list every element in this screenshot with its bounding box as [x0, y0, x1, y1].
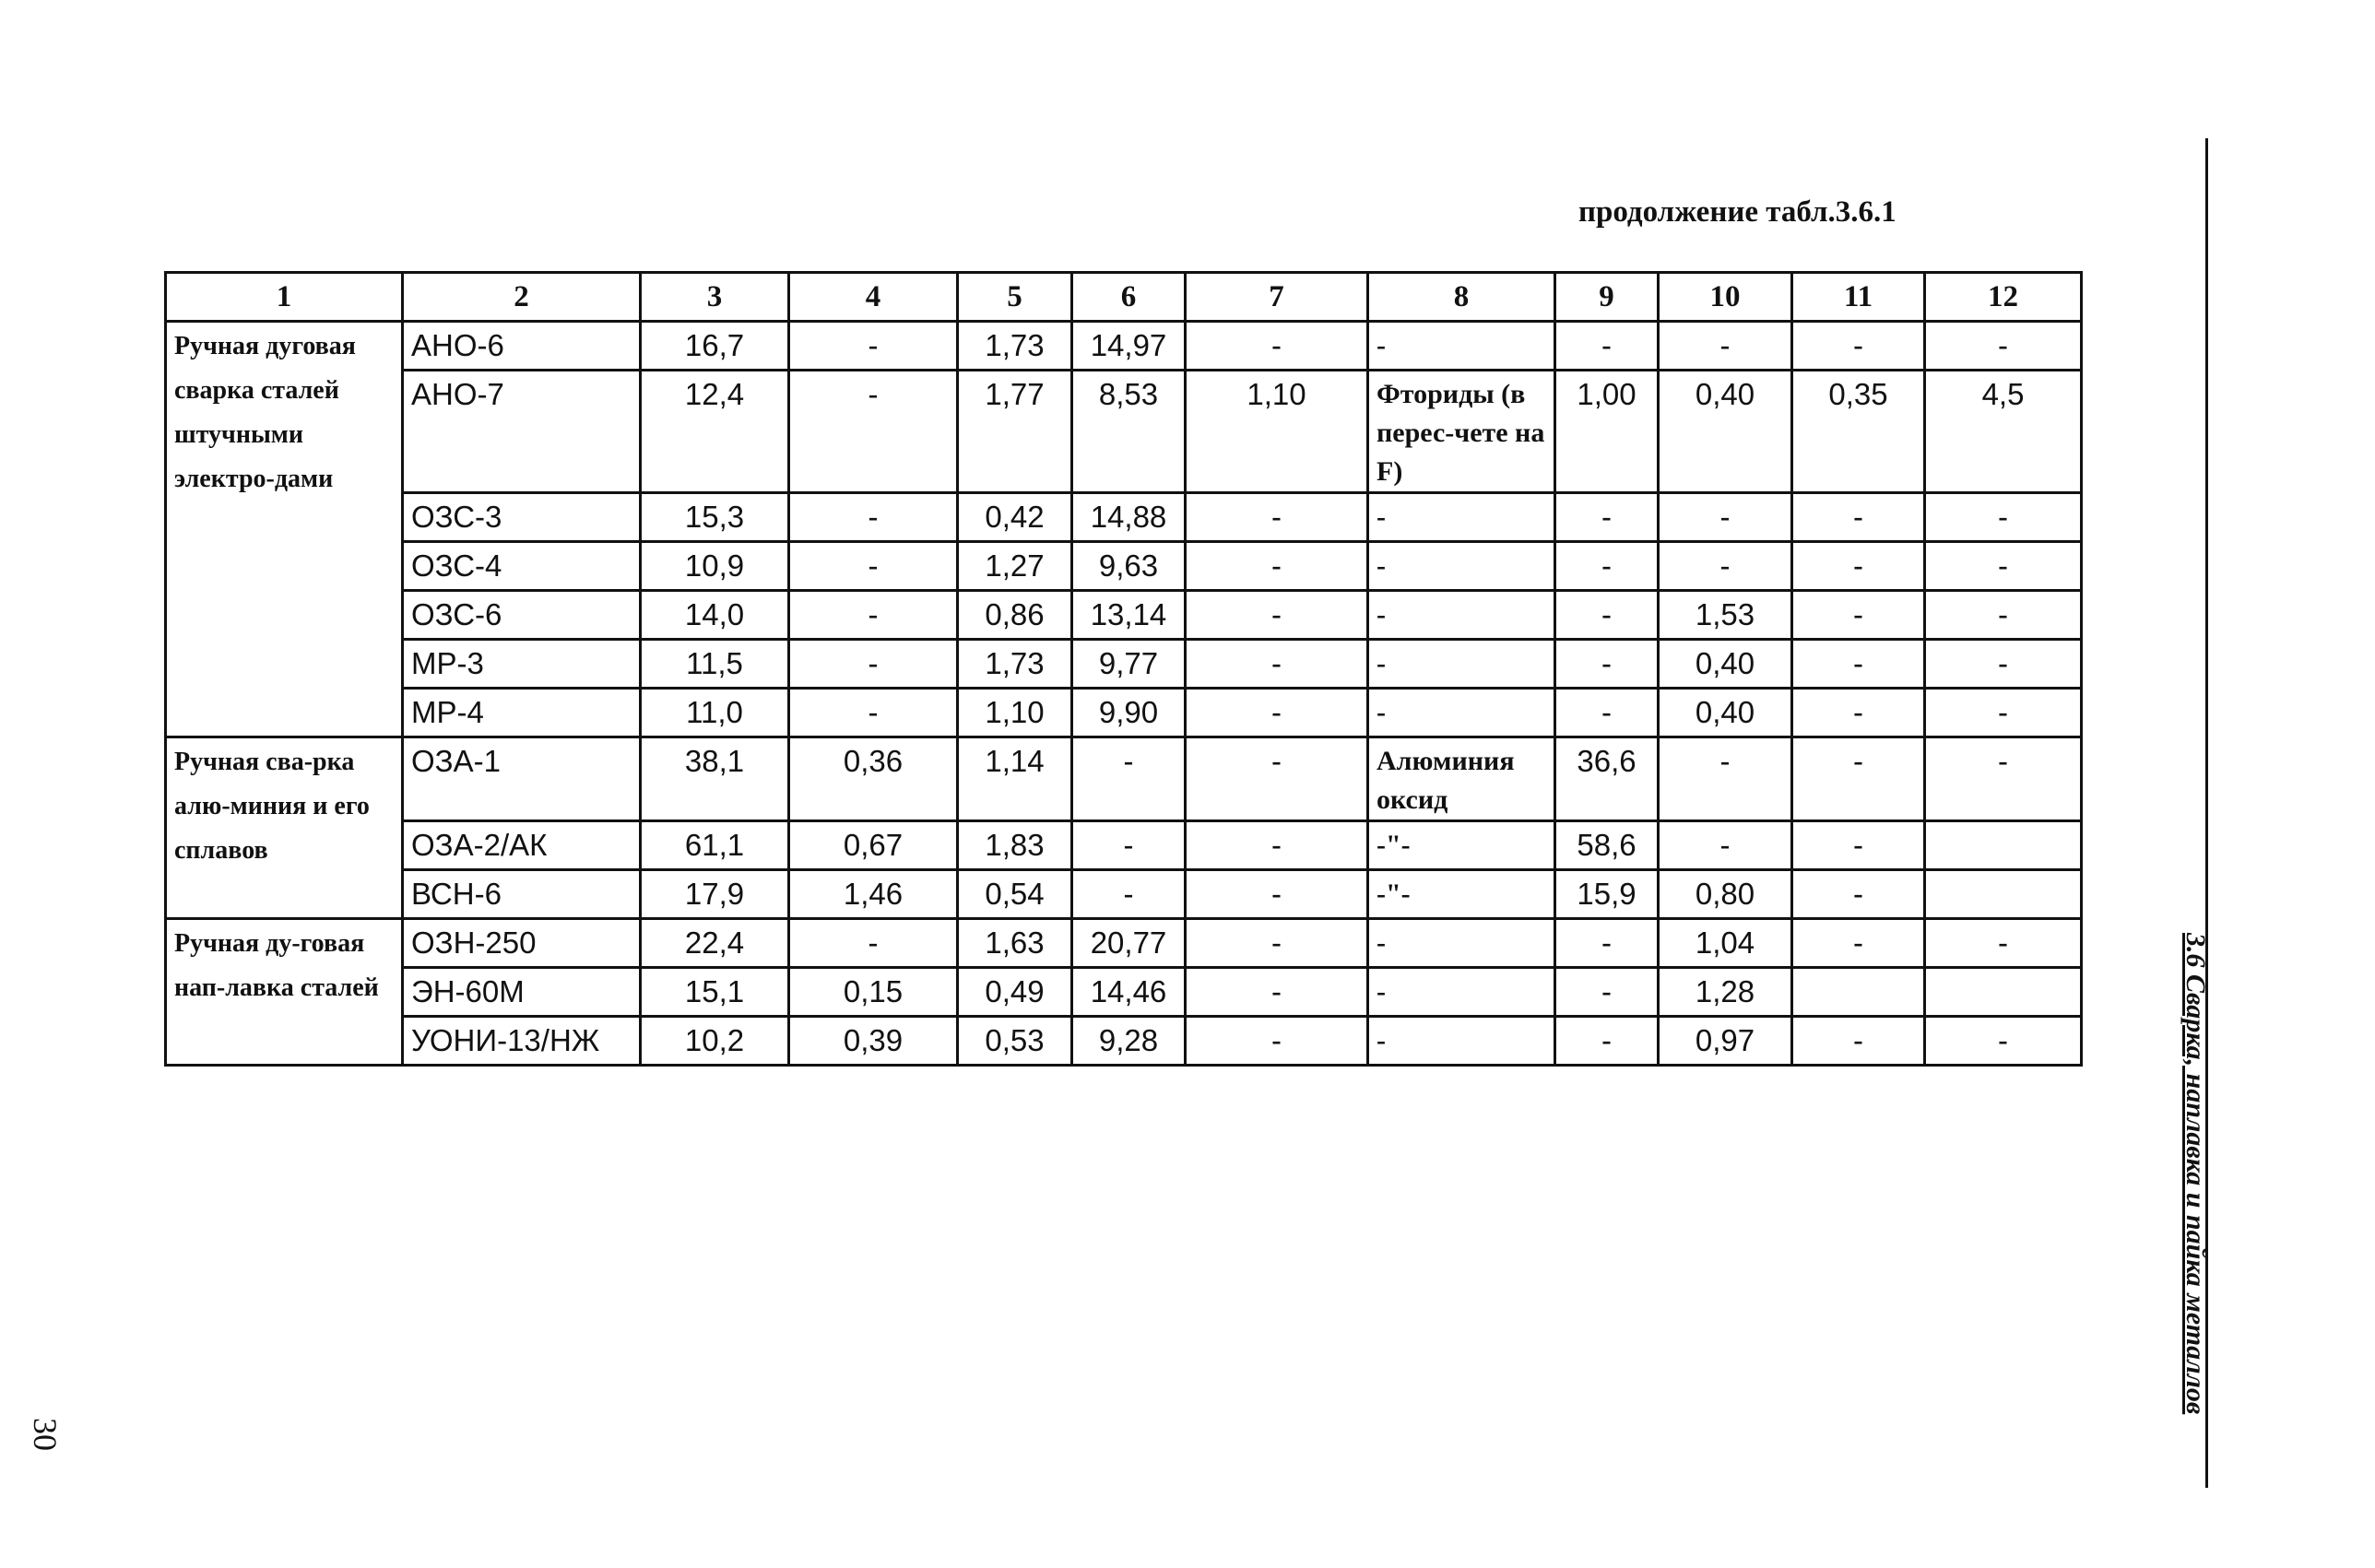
- value-cell: 9,90: [1072, 689, 1186, 737]
- column-header: 7: [1186, 273, 1368, 322]
- value-cell: -: [1659, 821, 1792, 870]
- page-number: 30: [27, 1418, 64, 1451]
- value-cell: 15,1: [641, 968, 789, 1017]
- value-cell: -: [789, 322, 958, 371]
- electrode-cell: ОЗС-6: [403, 591, 641, 640]
- column-header: 11: [1792, 273, 1925, 322]
- value-cell: -: [1792, 591, 1925, 640]
- value-cell: 1,28: [1659, 968, 1792, 1017]
- value-cell: 0,53: [958, 1017, 1072, 1066]
- value-cell: 1,27: [958, 542, 1072, 591]
- value-cell: -: [789, 689, 958, 737]
- value-cell: -: [1925, 919, 2082, 968]
- value-cell: -: [1792, 640, 1925, 689]
- value-cell: 0,42: [958, 493, 1072, 542]
- value-cell: 0,39: [789, 1017, 958, 1066]
- value-cell: -: [1555, 493, 1659, 542]
- value-cell: 0,86: [958, 591, 1072, 640]
- table-row: [166, 322, 2082, 371]
- value-cell: -: [1792, 493, 1925, 542]
- substance-cell: -"-: [1368, 870, 1555, 919]
- substance-cell: -: [1368, 322, 1555, 371]
- column-header: 1: [166, 273, 403, 322]
- value-cell: -: [789, 371, 958, 493]
- value-cell: -: [1925, 542, 2082, 591]
- value-cell: 8,53: [1072, 371, 1186, 493]
- value-cell: 61,1: [641, 821, 789, 870]
- table-row: [166, 493, 2082, 542]
- value-cell: -: [1792, 322, 1925, 371]
- value-cell: -: [1555, 968, 1659, 1017]
- value-cell: 0,36: [789, 737, 958, 821]
- table-row: [166, 689, 2082, 737]
- substance-cell: -: [1368, 640, 1555, 689]
- value-cell: -: [789, 919, 958, 968]
- value-cell: -: [1555, 689, 1659, 737]
- value-cell: 0,54: [958, 870, 1072, 919]
- substance-cell: -: [1368, 1017, 1555, 1066]
- value-cell: 1,46: [789, 870, 958, 919]
- value-cell: 0,40: [1659, 371, 1792, 493]
- value-cell: 1,53: [1659, 591, 1792, 640]
- value-cell: 0,40: [1659, 689, 1792, 737]
- value-cell: 10,9: [641, 542, 789, 591]
- table-row: [166, 870, 2082, 919]
- value-cell: 12,4: [641, 371, 789, 493]
- value-cell: 1,73: [958, 640, 1072, 689]
- value-cell: -: [789, 493, 958, 542]
- electrode-cell: АНО-7: [403, 371, 641, 493]
- value-cell: 58,6: [1555, 821, 1659, 870]
- value-cell: -: [1659, 542, 1792, 591]
- electrode-cell: ОЗА-2/АК: [403, 821, 641, 870]
- table-row: [166, 591, 2082, 640]
- value-cell: 4,5: [1925, 371, 2082, 493]
- value-cell: -: [1792, 689, 1925, 737]
- value-cell: 0,80: [1659, 870, 1792, 919]
- value-cell: -: [1072, 821, 1186, 870]
- value-cell: -: [1925, 737, 2082, 821]
- value-cell: 15,9: [1555, 870, 1659, 919]
- value-cell: 1,00: [1555, 371, 1659, 493]
- value-cell: -: [1186, 821, 1368, 870]
- value-cell: -: [1186, 737, 1368, 821]
- value-cell: 1,83: [958, 821, 1072, 870]
- table-row: [166, 737, 2082, 821]
- value-cell: -: [1186, 591, 1368, 640]
- process-cell: Ручная сва-рка алю-миния и его сплавов: [166, 737, 403, 919]
- emissions-table: [164, 271, 2083, 1067]
- value-cell: 0,35: [1792, 371, 1925, 493]
- value-cell: 13,14: [1072, 591, 1186, 640]
- value-cell: 10,2: [641, 1017, 789, 1066]
- electrode-cell: УОНИ-13/НЖ: [403, 1017, 641, 1066]
- electrode-cell: ЭН-60М: [403, 968, 641, 1017]
- table-row: [166, 542, 2082, 591]
- value-cell: -: [1659, 493, 1792, 542]
- value-cell: 14,97: [1072, 322, 1186, 371]
- column-header: 5: [958, 273, 1072, 322]
- value-cell: -: [1186, 493, 1368, 542]
- table-row: [166, 640, 2082, 689]
- value-cell: 14,0: [641, 591, 789, 640]
- value-cell: -: [1186, 640, 1368, 689]
- value-cell: 9,28: [1072, 1017, 1186, 1066]
- value-cell: 1,77: [958, 371, 1072, 493]
- table-row: [166, 919, 2082, 968]
- value-cell: 1,63: [958, 919, 1072, 968]
- value-cell: -: [1659, 737, 1792, 821]
- column-header: 12: [1925, 273, 2082, 322]
- value-cell: -: [1555, 919, 1659, 968]
- value-cell: -: [1555, 640, 1659, 689]
- value-cell: 9,77: [1072, 640, 1186, 689]
- value-cell: 1,10: [1186, 371, 1368, 493]
- process-cell: Ручная дуговая сварка сталей штучными электро-дами: [166, 322, 403, 737]
- substance-cell: -: [1368, 689, 1555, 737]
- column-header: 8: [1368, 273, 1555, 322]
- value-cell: 16,7: [641, 322, 789, 371]
- value-cell: -: [1659, 322, 1792, 371]
- value-cell: 17,9: [641, 870, 789, 919]
- substance-cell: -: [1368, 542, 1555, 591]
- substance-cell: -: [1368, 919, 1555, 968]
- value-cell: -: [1925, 322, 2082, 371]
- value-cell: -: [1792, 1017, 1925, 1066]
- electrode-cell: АНО-6: [403, 322, 641, 371]
- value-cell: [1925, 821, 2082, 870]
- column-header: 9: [1555, 273, 1659, 322]
- value-cell: -: [1186, 689, 1368, 737]
- value-cell: -: [1072, 870, 1186, 919]
- value-cell: -: [1792, 821, 1925, 870]
- value-cell: 0,97: [1659, 1017, 1792, 1066]
- value-cell: -: [1555, 591, 1659, 640]
- value-cell: [1925, 968, 2082, 1017]
- value-cell: -: [1555, 1017, 1659, 1066]
- value-cell: -: [789, 591, 958, 640]
- value-cell: -: [1925, 493, 2082, 542]
- value-cell: 14,46: [1072, 968, 1186, 1017]
- value-cell: 0,49: [958, 968, 1072, 1017]
- electrode-cell: ОЗС-4: [403, 542, 641, 591]
- value-cell: -: [1925, 689, 2082, 737]
- value-cell: -: [1925, 1017, 2082, 1066]
- value-cell: 9,63: [1072, 542, 1186, 591]
- value-cell: 36,6: [1555, 737, 1659, 821]
- section-title: 3.6 Сварка, наплавка и пайка металлов: [2180, 933, 2211, 1415]
- value-cell: -: [1186, 322, 1368, 371]
- column-header: 6: [1072, 273, 1186, 322]
- header-row: [166, 273, 2082, 322]
- value-cell: -: [1186, 1017, 1368, 1066]
- value-cell: -: [1792, 542, 1925, 591]
- substance-cell: Алюминия оксид: [1368, 737, 1555, 821]
- value-cell: 0,67: [789, 821, 958, 870]
- value-cell: 15,3: [641, 493, 789, 542]
- value-cell: 11,0: [641, 689, 789, 737]
- substance-cell: -"-: [1368, 821, 1555, 870]
- column-header: 10: [1659, 273, 1792, 322]
- value-cell: -: [1925, 591, 2082, 640]
- column-header: 3: [641, 273, 789, 322]
- substance-cell: -: [1368, 968, 1555, 1017]
- value-cell: -: [1792, 737, 1925, 821]
- value-cell: -: [1925, 640, 2082, 689]
- process-cell: Ручная ду-говая нап-лавка сталей: [166, 919, 403, 1066]
- substance-cell: -: [1368, 493, 1555, 542]
- value-cell: -: [1186, 542, 1368, 591]
- table-row: [166, 1017, 2082, 1066]
- value-cell: -: [1792, 870, 1925, 919]
- value-cell: -: [1555, 542, 1659, 591]
- value-cell: 1,04: [1659, 919, 1792, 968]
- table-caption: продолжение табл.3.6.1: [1578, 195, 1896, 229]
- value-cell: 0,40: [1659, 640, 1792, 689]
- value-cell: 22,4: [641, 919, 789, 968]
- column-header: 2: [403, 273, 641, 322]
- value-cell: -: [1555, 322, 1659, 371]
- electrode-cell: ОЗА-1: [403, 737, 641, 821]
- table-row: [166, 968, 2082, 1017]
- value-cell: -: [1186, 968, 1368, 1017]
- value-cell: 0,15: [789, 968, 958, 1017]
- value-cell: 14,88: [1072, 493, 1186, 542]
- value-cell: [1792, 968, 1925, 1017]
- value-cell: -: [1072, 737, 1186, 821]
- substance-cell: Фториды (в перес-чете на F): [1368, 371, 1555, 493]
- table-row: [166, 821, 2082, 870]
- value-cell: -: [1186, 870, 1368, 919]
- value-cell: -: [789, 542, 958, 591]
- value-cell: 1,73: [958, 322, 1072, 371]
- value-cell: -: [1186, 919, 1368, 968]
- value-cell: 20,77: [1072, 919, 1186, 968]
- electrode-cell: ВСН-6: [403, 870, 641, 919]
- value-cell: -: [1792, 919, 1925, 968]
- electrode-cell: МР-4: [403, 689, 641, 737]
- value-cell: 11,5: [641, 640, 789, 689]
- value-cell: 1,10: [958, 689, 1072, 737]
- electrode-cell: ОЗН-250: [403, 919, 641, 968]
- substance-cell: -: [1368, 591, 1555, 640]
- value-cell: [1925, 870, 2082, 919]
- column-header: 4: [789, 273, 958, 322]
- electrode-cell: ОЗС-3: [403, 493, 641, 542]
- electrode-cell: МР-3: [403, 640, 641, 689]
- table-row: [166, 371, 2082, 493]
- value-cell: 38,1: [641, 737, 789, 821]
- value-cell: 1,14: [958, 737, 1072, 821]
- value-cell: -: [789, 640, 958, 689]
